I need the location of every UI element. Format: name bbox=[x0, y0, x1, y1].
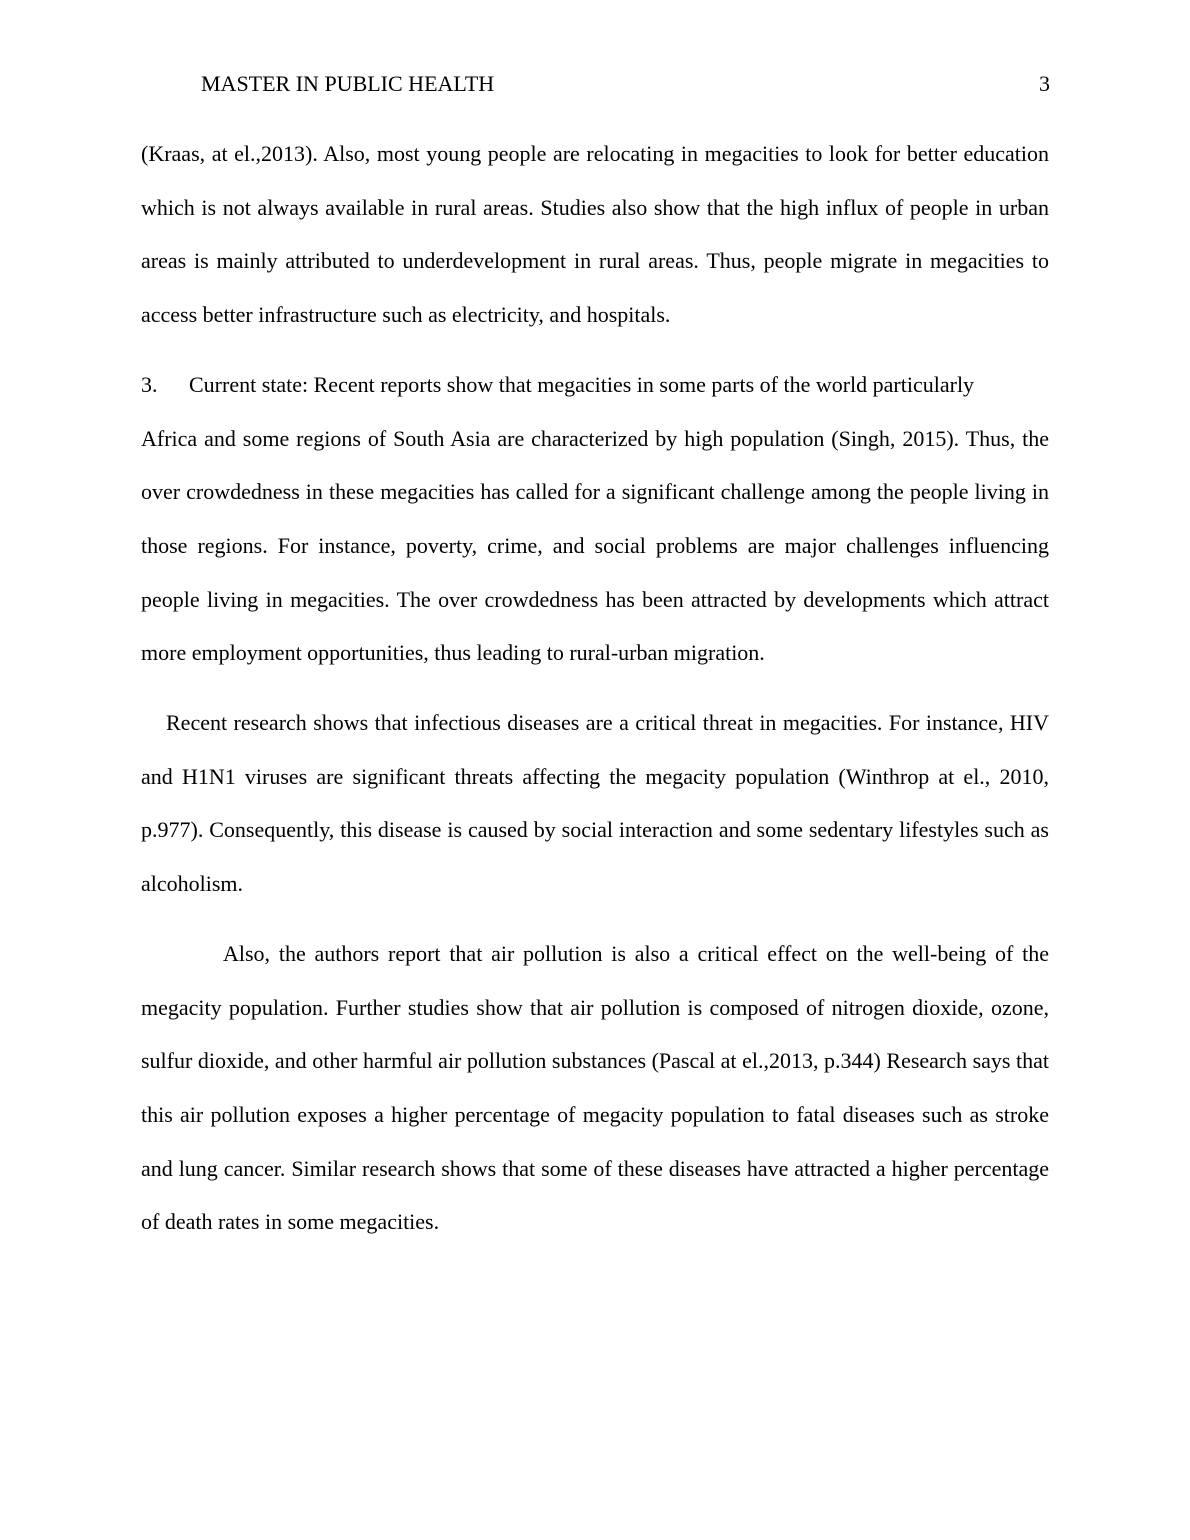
list-item-number: 3. bbox=[141, 371, 158, 397]
header-title: MASTER IN PUBLIC HEALTH bbox=[201, 71, 495, 96]
list-item-3 bbox=[141, 358, 1049, 680]
body-paragraph: Recent research shows that infectious diseases are a critical threat in megacities. For instance, HIV and H1N1 viruses are significant threats affecting the megacity population (Winthrop at el., 2010, p.977). Consequently, this disease is caused by social interaction and some sedentary lifestyles such as alcoholism. bbox=[141, 710, 1049, 897]
list-item-first-line bbox=[141, 358, 1049, 412]
document-body bbox=[141, 127, 1049, 1249]
list-item-first-line-content bbox=[189, 358, 1049, 412]
body-paragraph: (Kraas, at el.,2013). Also, most young people are relocating in megacities to look for better education which is not always available in rural areas. Studies also show that the high influx of people in urban areas is mainly attributed to underdevelopment in rural areas. Thus, people migrate in megacities to access better infrastructure such as electricity, and hospitals. bbox=[141, 141, 1049, 328]
body-paragraph: Also, the authors report that air pollution is also a critical effect on the well-being of the megacity population. Further studies show that air pollution is composed of nitrogen dioxide, ozone, sulfur dioxide, and other harmful air pollution substances (Pascal at el.,2013, p.344) Research says that this air pollution exposes a higher percentage of megacity population to fatal diseases such as stroke and lung cancer. Similar research shows that some of these diseases have attracted a higher percentage of death rates in some megacities. bbox=[141, 940, 1049, 1235]
page-number: 3 bbox=[1039, 71, 1050, 96]
list-item-continuation: Africa and some regions of South Asia are characterized by high population (Singh, 2015). Thus, the over crowdedness in these megacities has called for a significant challenge among the people living in those regions. For instance, poverty, crime, and social problems are major challenges influencing people living in megacities. The over crowdedness has been attracted by developments which attract more employment opportunities, thus leading to rural-urban migration. bbox=[141, 425, 1049, 666]
list-item-first-line-text: Current state: Recent reports show that megacities in some parts of the world particularly bbox=[189, 371, 975, 397]
